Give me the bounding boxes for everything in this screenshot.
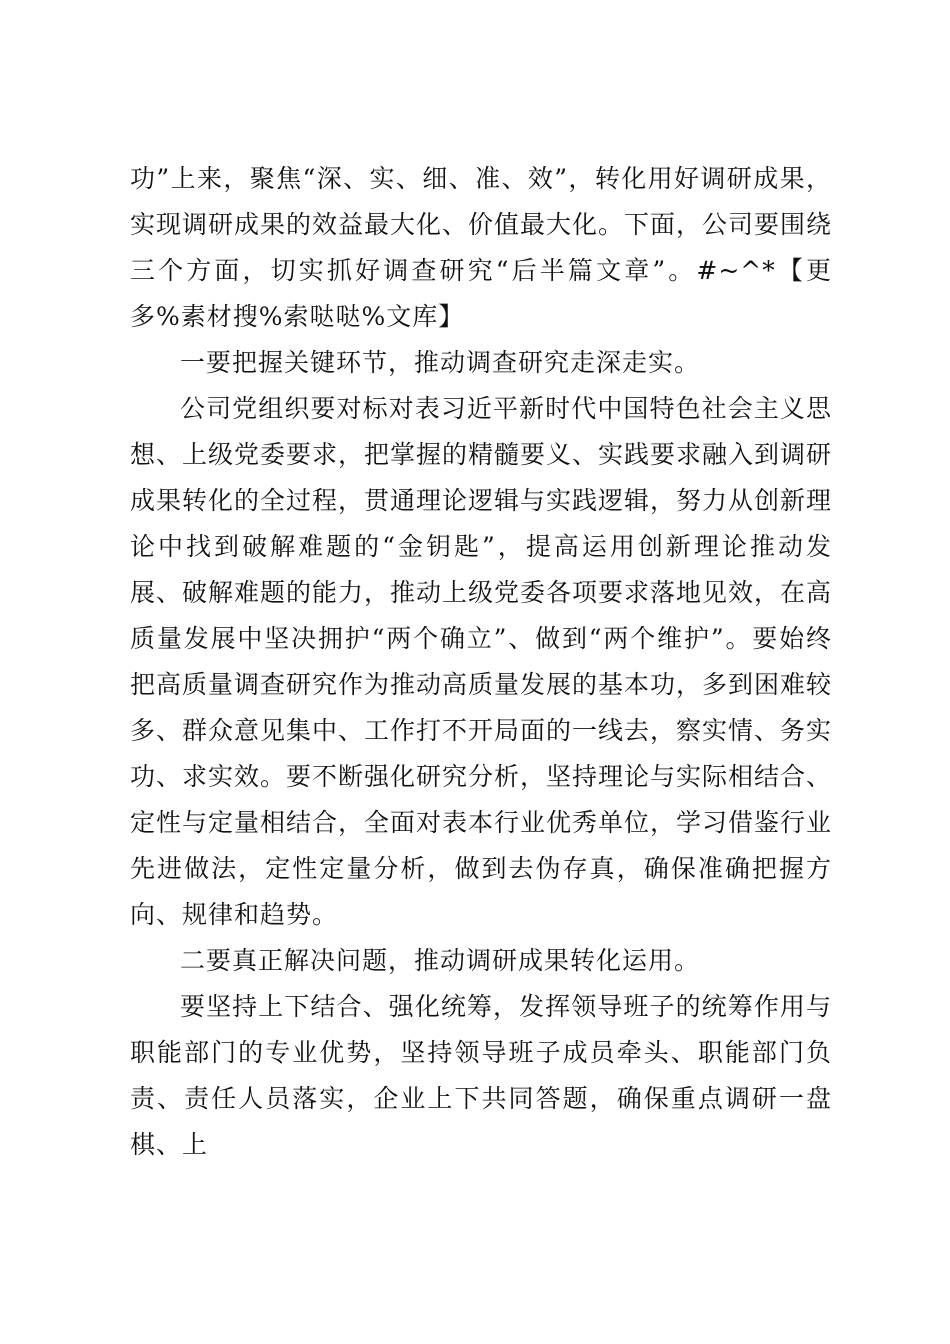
document-page bbox=[130, 156, 832, 1168]
heading-second-point: 二要真正解决问题，推动调研成果转化运用。 bbox=[180, 946, 701, 975]
paragraph-continuation: 功”上来，聚焦“深、实、细、准、效”，转化用好调研成果，实现调研成果的效益最大化、价值最大化。下面，公司要围绕三个方面，切实抓好调查研究“后半篇文章”。#~^*【更多%素材搜%索哒哒%文库】 bbox=[130, 164, 833, 331]
paragraph-first-point-body: 公司党组织要对标对表习近平新时代中国特色社会主义思想、上级党委要求，把掌握的精髓要义、实践要求融入到调研成果转化的全过程，贯通理论逻辑与实践逻辑，努力从创新理论中找到破解难题的“金钥匙”，提高运用创新理论推动发展、破解难题的能力，推动上级党委各项要求落地见效，在高质量发展中坚决拥护“两个确立”、做到“两个维护”。要始终把高质量调查研究作为推动高质量发展的基本功，多到困难较多、群众意见集中、工作打不开局面的一线去，察实情、务实功、求实效。要不断强化研究分析，坚持理论与实际相结合、定性与定量相结合，全面对表本行业优秀单位，学习借鉴行业先进做法，定性定量分析，做到去伪存真，确保准确把握方向、规律和趋势。 bbox=[130, 394, 833, 929]
paragraph-second-point-body: 要坚持上下结合、强化统筹，发挥领导班子的统筹作用与职能部门的专业优势，坚持领导班子成员牵头、职能部门负责、责任人员落实，企业上下共同答题，确保重点调研一盘棋、上 bbox=[130, 992, 832, 1159]
heading-first-point: 一要把握关键环节，推动调查研究走深走实。 bbox=[180, 348, 701, 377]
